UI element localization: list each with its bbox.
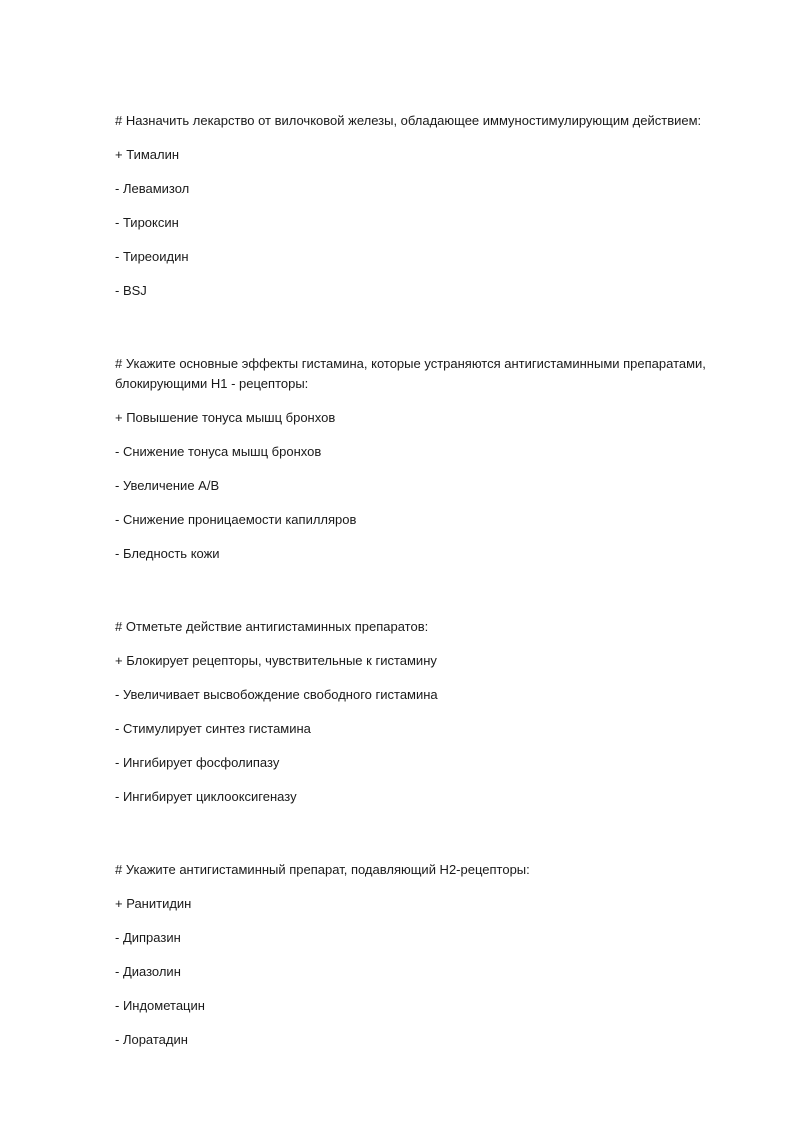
answer-option: - Увеличение А/В	[115, 478, 220, 493]
answer-option: + Тималин	[115, 147, 180, 162]
question-text: # Укажите антигистаминный препарат, подавляющий Н2-рецепторы:	[115, 862, 530, 877]
answer-option: - Диазолин	[115, 964, 181, 979]
document-content	[115, 111, 735, 1050]
answer-option: - Лоратадин	[115, 1032, 188, 1047]
answer-option: - Бледность кожи	[115, 546, 220, 561]
answer-option: - Ингибирует фосфолипазу	[115, 755, 280, 770]
question-block	[115, 617, 735, 807]
answer-option: - Снижение тонуса мышц бронхов	[115, 444, 322, 459]
question-text: # Укажите основные эффекты гистамина, которые устраняются антигистаминными препаратами, блокирующими Н1 - рецепторы:	[115, 356, 706, 391]
question-text: # Отметьте действие антигистаминных препаратов:	[115, 619, 429, 634]
answer-option: - Увеличивает высвобождение свободного гистамина	[115, 687, 438, 702]
answer-option: - Снижение проницаемости капилляров	[115, 512, 357, 527]
answer-option: - Дипразин	[115, 930, 181, 945]
answer-option: - Тироксин	[115, 215, 179, 230]
answer-option: - Тиреоидин	[115, 249, 189, 264]
question-block	[115, 354, 735, 564]
answer-option: - Левамизол	[115, 181, 190, 196]
answer-option: + Ранитидин	[115, 896, 192, 911]
answer-option: - Ингибирует циклооксигеназу	[115, 789, 297, 804]
answer-option: - Стимулирует синтез гистамина	[115, 721, 311, 736]
question-block	[115, 111, 735, 301]
answer-option: - Индометацин	[115, 998, 205, 1013]
question-text: # Назначить лекарство от вилочковой железы, обладающее иммуностимулирующим действием:	[115, 113, 702, 128]
answer-option: - BSJ	[115, 283, 147, 298]
question-block	[115, 860, 735, 1050]
answer-option: + Блокирует рецепторы, чувствительные к гистамину	[115, 653, 437, 668]
answer-option: + Повышение тонуса мышц бронхов	[115, 410, 336, 425]
